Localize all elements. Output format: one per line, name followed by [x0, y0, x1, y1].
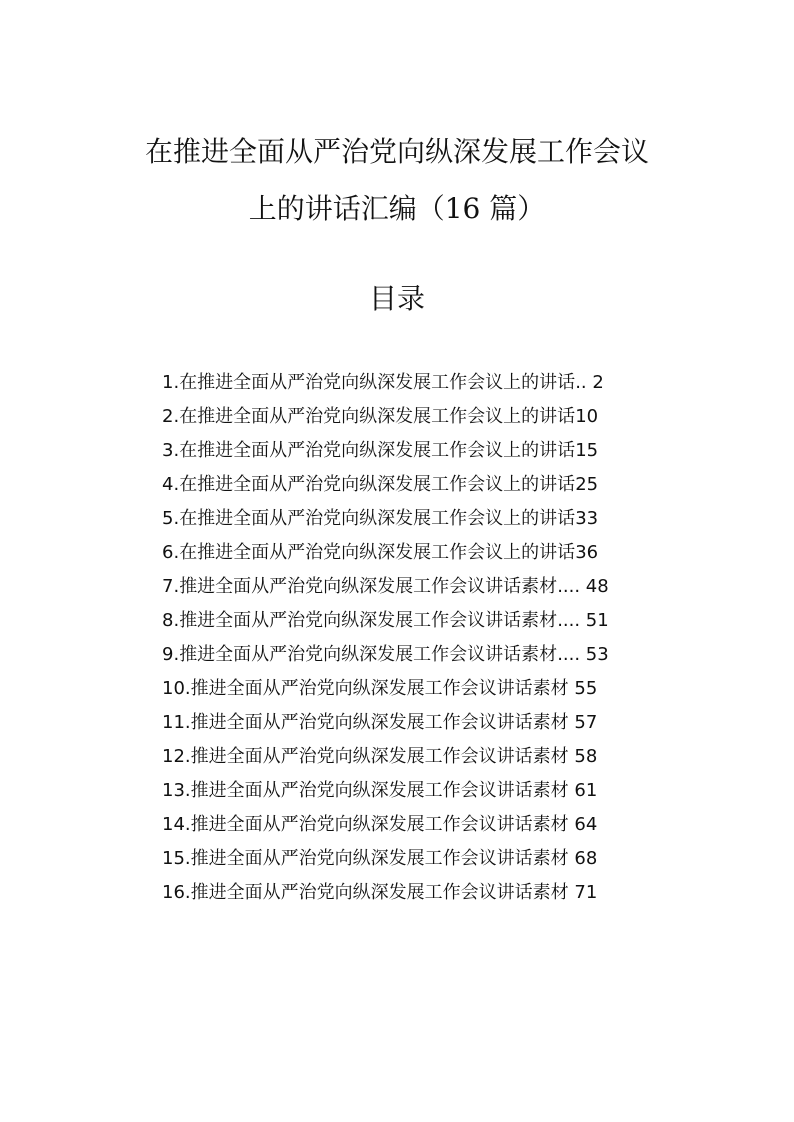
toc-entry-number: 3.	[162, 440, 180, 461]
toc-entry-number: 15.	[162, 848, 191, 869]
toc-entry-title: 推进全面从严治党向纵深发展工作会议讲话素材	[190, 882, 569, 903]
toc-entry[interactable]	[162, 400, 682, 434]
toc-entry-number: 11.	[162, 712, 191, 733]
toc-entry-page: 10	[575, 406, 599, 427]
toc-entry-leader: ....	[557, 610, 581, 631]
toc-entry-title: 推进全面从严治党向纵深发展工作会议讲话素材	[190, 712, 569, 733]
toc-entry-title: 在推进全面从严治党向纵深发展工作会议上的讲话	[179, 372, 576, 393]
toc-entry-number: 14.	[162, 814, 191, 835]
toc-entry-page: 51	[580, 610, 609, 631]
toc-entry[interactable]	[162, 570, 682, 604]
toc-entry-title: 在推进全面从严治党向纵深发展工作会议上的讲话	[179, 508, 576, 529]
toc-entry-page: 57	[568, 712, 598, 733]
toc-entry-page: 15	[575, 440, 599, 461]
toc-entry-title: 推进全面从严治党向纵深发展工作会议讲话素材	[190, 780, 569, 801]
toc-entry-number: 2.	[162, 406, 180, 427]
toc-entry[interactable]	[162, 842, 682, 876]
toc-entry[interactable]	[162, 536, 682, 570]
toc-entry[interactable]	[162, 706, 682, 740]
toc-entry-number: 4.	[162, 474, 180, 495]
toc-entry-title: 在推进全面从严治党向纵深发展工作会议上的讲话	[179, 474, 576, 495]
toc-entry-title: 推进全面从严治党向纵深发展工作会议讲话素材	[190, 848, 569, 869]
toc-entry-number: 9.	[162, 644, 180, 665]
toc-entry[interactable]	[162, 740, 682, 774]
toc-entry-number: 8.	[162, 610, 180, 631]
toc-entry-leader: ..	[575, 372, 587, 393]
toc-entry[interactable]	[162, 604, 682, 638]
toc-entry-title: 推进全面从严治党向纵深发展工作会议讲话素材	[179, 610, 558, 631]
toc-entry-title: 在推进全面从严治党向纵深发展工作会议上的讲话	[179, 440, 576, 461]
toc-entry-page: 53	[580, 644, 609, 665]
toc-entry-page: 55	[568, 678, 598, 699]
toc-entry-page: 58	[568, 746, 598, 767]
toc-entry-title: 推进全面从严治党向纵深发展工作会议讲话素材	[179, 576, 558, 597]
toc-heading: 目录	[368, 282, 425, 315]
toc-entry[interactable]	[162, 468, 682, 502]
toc-entry[interactable]	[162, 876, 682, 910]
toc-entry-page: 64	[568, 814, 598, 835]
document-title-line-2: 上的讲话汇编（16 篇）	[248, 192, 546, 225]
toc-entry-number: 12.	[162, 746, 191, 767]
toc-entry-title: 推进全面从严治党向纵深发展工作会议讲话素材	[190, 678, 569, 699]
toc-entry-title: 推进全面从严治党向纵深发展工作会议讲话素材	[190, 746, 569, 767]
toc-entry-title: 推进全面从严治党向纵深发展工作会议讲话素材	[190, 814, 569, 835]
toc-entry-number: 6.	[162, 542, 180, 563]
toc-entry-number: 7.	[162, 576, 180, 597]
toc-entry-page: 71	[568, 882, 598, 903]
toc-entry[interactable]	[162, 774, 682, 808]
toc-entry-page: 61	[568, 780, 598, 801]
toc-entry-title: 在推进全面从严治党向纵深发展工作会议上的讲话	[179, 542, 576, 563]
toc-entry-leader: ....	[557, 644, 581, 665]
toc-entry[interactable]	[162, 638, 682, 672]
toc-entry-page: 25	[575, 474, 599, 495]
toc-entry[interactable]	[162, 808, 682, 842]
toc-entry[interactable]	[162, 672, 682, 706]
toc-entry[interactable]	[162, 502, 682, 536]
toc-entry-number: 5.	[162, 508, 180, 529]
toc-entry-title: 推进全面从严治党向纵深发展工作会议讲话素材	[179, 644, 558, 665]
toc-entry-page: 36	[575, 542, 599, 563]
toc-entry-page: 48	[580, 576, 609, 597]
toc-entry-page: 2	[586, 372, 604, 393]
toc-entry-number: 10.	[162, 678, 191, 699]
toc-entry[interactable]	[162, 366, 682, 400]
toc-entry-number: 13.	[162, 780, 191, 801]
toc-entry-number: 16.	[162, 882, 191, 903]
toc-entry[interactable]	[162, 434, 682, 468]
table-of-contents	[162, 366, 682, 910]
document-title-line-1: 在推进全面从严治党向纵深发展工作会议	[144, 135, 649, 168]
toc-entry-leader: ....	[557, 576, 581, 597]
toc-entry-number: 1.	[162, 372, 180, 393]
toc-entry-page: 33	[575, 508, 599, 529]
toc-entry-title: 在推进全面从严治党向纵深发展工作会议上的讲话	[179, 406, 576, 427]
toc-entry-page: 68	[568, 848, 598, 869]
